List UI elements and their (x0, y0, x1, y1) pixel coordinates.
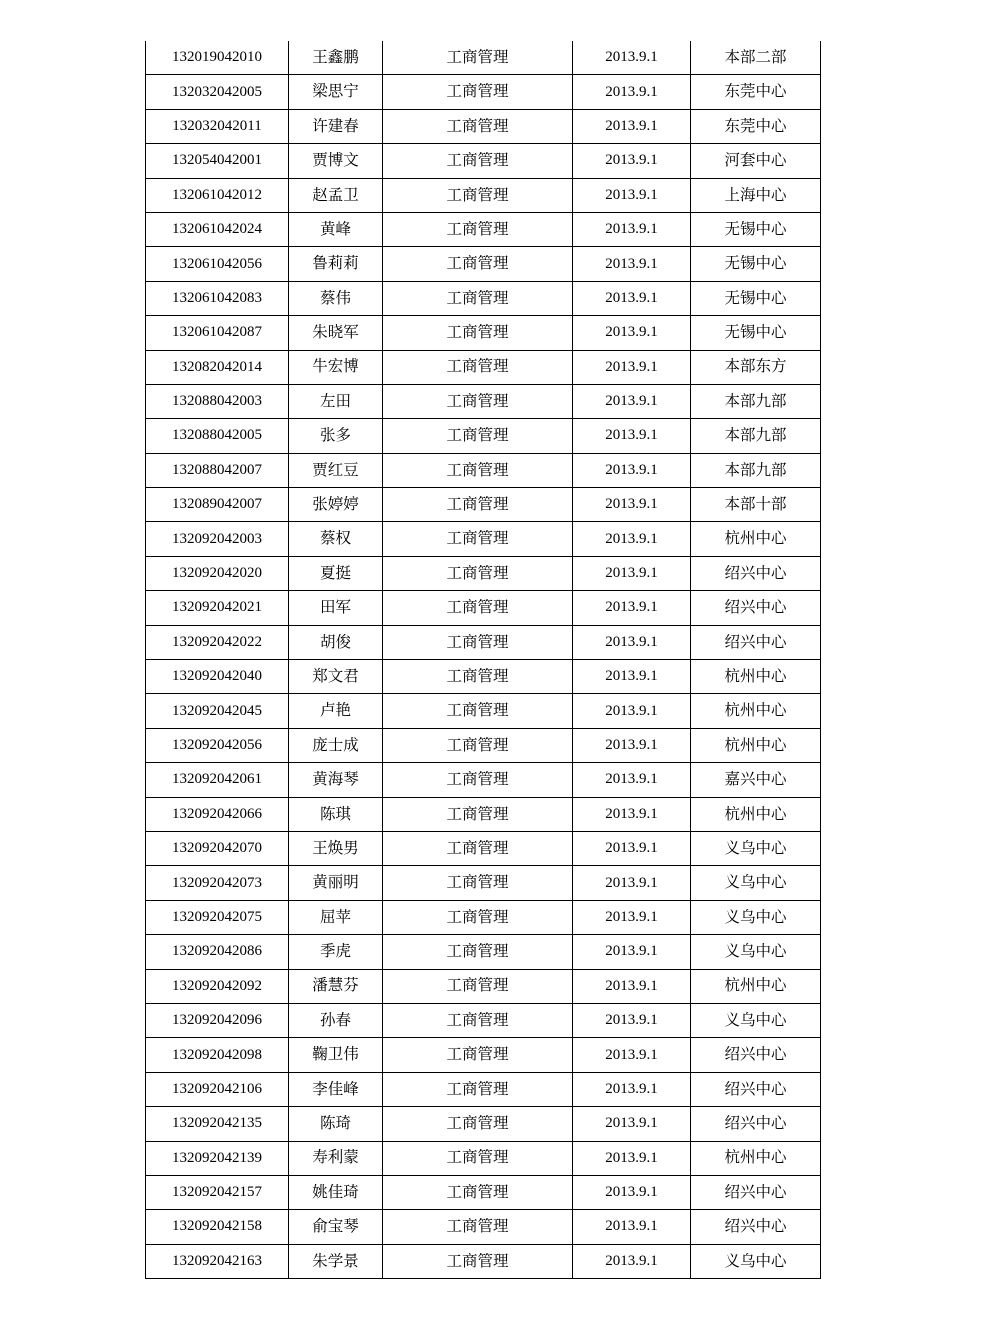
enroll-date-cell: 2013.9.1 (573, 384, 691, 418)
student-name-cell: 李佳峰 (289, 1072, 383, 1106)
study-center-cell: 杭州中心 (691, 1141, 821, 1175)
major-cell: 工商管理 (383, 1072, 573, 1106)
major-cell: 工商管理 (383, 797, 573, 831)
major-cell: 工商管理 (383, 728, 573, 762)
major-cell: 工商管理 (383, 144, 573, 178)
table-row (146, 75, 821, 109)
table-row (146, 660, 821, 694)
study-center-cell: 绍兴中心 (691, 556, 821, 590)
study-center-cell: 无锡中心 (691, 316, 821, 350)
enroll-date-cell: 2013.9.1 (573, 1038, 691, 1072)
student-name-cell: 张多 (289, 419, 383, 453)
enroll-date-cell: 2013.9.1 (573, 419, 691, 453)
student-id-cell: 132092042075 (146, 900, 289, 934)
enroll-date-cell: 2013.9.1 (573, 350, 691, 384)
major-cell: 工商管理 (383, 969, 573, 1003)
enroll-date-cell: 2013.9.1 (573, 556, 691, 590)
enroll-date-cell: 2013.9.1 (573, 1210, 691, 1244)
student-name-cell: 张婷婷 (289, 488, 383, 522)
student-id-cell: 132092042022 (146, 625, 289, 659)
study-center-cell: 绍兴中心 (691, 1210, 821, 1244)
enroll-date-cell: 2013.9.1 (573, 969, 691, 1003)
study-center-cell: 杭州中心 (691, 660, 821, 694)
study-center-cell: 义乌中心 (691, 935, 821, 969)
major-cell: 工商管理 (383, 935, 573, 969)
study-center-cell: 本部二部 (691, 41, 821, 75)
table-row (146, 935, 821, 969)
study-center-cell: 无锡中心 (691, 212, 821, 246)
student-name-cell: 庞士成 (289, 728, 383, 762)
student-id-cell: 132061042024 (146, 212, 289, 246)
major-cell: 工商管理 (383, 1210, 573, 1244)
major-cell: 工商管理 (383, 453, 573, 487)
major-cell: 工商管理 (383, 556, 573, 590)
student-id-cell: 132092042158 (146, 1210, 289, 1244)
enroll-date-cell: 2013.9.1 (573, 1072, 691, 1106)
study-center-cell: 义乌中心 (691, 900, 821, 934)
student-name-cell: 俞宝琴 (289, 1210, 383, 1244)
enroll-date-cell: 2013.9.1 (573, 900, 691, 934)
table-row (146, 1175, 821, 1209)
student-name-cell: 许建春 (289, 109, 383, 143)
table-row (146, 1038, 821, 1072)
student-id-cell: 132092042157 (146, 1175, 289, 1209)
major-cell: 工商管理 (383, 1175, 573, 1209)
student-id-cell: 132092042086 (146, 935, 289, 969)
student-id-cell: 132054042001 (146, 144, 289, 178)
study-center-cell: 本部九部 (691, 419, 821, 453)
study-center-cell: 河套中心 (691, 144, 821, 178)
table-row (146, 1210, 821, 1244)
enroll-date-cell: 2013.9.1 (573, 281, 691, 315)
student-id-cell: 132088042007 (146, 453, 289, 487)
student-table-body (146, 41, 821, 1279)
student-id-cell: 132089042007 (146, 488, 289, 522)
student-name-cell: 郑文君 (289, 660, 383, 694)
student-name-cell: 胡俊 (289, 625, 383, 659)
enroll-date-cell: 2013.9.1 (573, 212, 691, 246)
major-cell: 工商管理 (383, 212, 573, 246)
study-center-cell: 绍兴中心 (691, 1038, 821, 1072)
table-row (146, 625, 821, 659)
student-id-cell: 132092042061 (146, 763, 289, 797)
table-row (146, 1107, 821, 1141)
enroll-date-cell: 2013.9.1 (573, 453, 691, 487)
table-row (146, 797, 821, 831)
study-center-cell: 绍兴中心 (691, 625, 821, 659)
study-center-cell: 杭州中心 (691, 969, 821, 1003)
major-cell: 工商管理 (383, 384, 573, 418)
table-row (146, 556, 821, 590)
major-cell: 工商管理 (383, 660, 573, 694)
enroll-date-cell: 2013.9.1 (573, 660, 691, 694)
student-id-cell: 132092042020 (146, 556, 289, 590)
study-center-cell: 无锡中心 (691, 281, 821, 315)
table-row (146, 384, 821, 418)
study-center-cell: 杭州中心 (691, 694, 821, 728)
enroll-date-cell: 2013.9.1 (573, 1141, 691, 1175)
table-row (146, 1003, 821, 1037)
student-name-cell: 田军 (289, 591, 383, 625)
study-center-cell: 义乌中心 (691, 1244, 821, 1278)
major-cell: 工商管理 (383, 866, 573, 900)
student-name-cell: 贾博文 (289, 144, 383, 178)
student-name-cell: 蔡伟 (289, 281, 383, 315)
enroll-date-cell: 2013.9.1 (573, 763, 691, 797)
study-center-cell: 嘉兴中心 (691, 763, 821, 797)
enroll-date-cell: 2013.9.1 (573, 75, 691, 109)
major-cell: 工商管理 (383, 488, 573, 522)
study-center-cell: 东莞中心 (691, 109, 821, 143)
study-center-cell: 义乌中心 (691, 1003, 821, 1037)
student-id-cell: 132092042045 (146, 694, 289, 728)
student-id-cell: 132092042135 (146, 1107, 289, 1141)
enroll-date-cell: 2013.9.1 (573, 1244, 691, 1278)
table-row (146, 900, 821, 934)
study-center-cell: 杭州中心 (691, 728, 821, 762)
student-name-cell: 卢艳 (289, 694, 383, 728)
study-center-cell: 义乌中心 (691, 831, 821, 865)
table-row (146, 831, 821, 865)
student-id-cell: 132092042098 (146, 1038, 289, 1072)
student-name-cell: 左田 (289, 384, 383, 418)
table-row (146, 763, 821, 797)
student-name-cell: 孙春 (289, 1003, 383, 1037)
table-row (146, 247, 821, 281)
student-id-cell: 132088042003 (146, 384, 289, 418)
major-cell: 工商管理 (383, 350, 573, 384)
enroll-date-cell: 2013.9.1 (573, 316, 691, 350)
student-id-cell: 132092042070 (146, 831, 289, 865)
table-row (146, 1141, 821, 1175)
student-name-cell: 鞠卫伟 (289, 1038, 383, 1072)
student-id-cell: 132092042073 (146, 866, 289, 900)
student-name-cell: 潘慧芬 (289, 969, 383, 1003)
table-row (146, 281, 821, 315)
student-id-cell: 132092042021 (146, 591, 289, 625)
table-row (146, 1244, 821, 1278)
student-name-cell: 鲁莉莉 (289, 247, 383, 281)
table-row (146, 350, 821, 384)
table-row (146, 1072, 821, 1106)
student-name-cell: 屈苹 (289, 900, 383, 934)
major-cell: 工商管理 (383, 178, 573, 212)
table-row (146, 178, 821, 212)
student-name-cell: 贾红豆 (289, 453, 383, 487)
student-table (145, 41, 821, 1279)
major-cell: 工商管理 (383, 281, 573, 315)
major-cell: 工商管理 (383, 1244, 573, 1278)
table-row (146, 419, 821, 453)
table-row (146, 41, 821, 75)
table-row (146, 212, 821, 246)
enroll-date-cell: 2013.9.1 (573, 247, 691, 281)
enroll-date-cell: 2013.9.1 (573, 1175, 691, 1209)
student-id-cell: 132082042014 (146, 350, 289, 384)
enroll-date-cell: 2013.9.1 (573, 41, 691, 75)
study-center-cell: 义乌中心 (691, 866, 821, 900)
study-center-cell: 杭州中心 (691, 797, 821, 831)
major-cell: 工商管理 (383, 694, 573, 728)
table-row (146, 109, 821, 143)
student-name-cell: 朱学景 (289, 1244, 383, 1278)
student-id-cell: 132032042005 (146, 75, 289, 109)
student-id-cell: 132032042011 (146, 109, 289, 143)
enroll-date-cell: 2013.9.1 (573, 522, 691, 556)
enroll-date-cell: 2013.9.1 (573, 1107, 691, 1141)
student-name-cell: 赵孟卫 (289, 178, 383, 212)
major-cell: 工商管理 (383, 625, 573, 659)
study-center-cell: 本部九部 (691, 384, 821, 418)
student-id-cell: 132092042092 (146, 969, 289, 1003)
table-row (146, 453, 821, 487)
student-name-cell: 黄海琴 (289, 763, 383, 797)
student-name-cell: 王焕男 (289, 831, 383, 865)
student-name-cell: 陈琦 (289, 1107, 383, 1141)
student-name-cell: 寿利蒙 (289, 1141, 383, 1175)
major-cell: 工商管理 (383, 900, 573, 934)
enroll-date-cell: 2013.9.1 (573, 591, 691, 625)
enroll-date-cell: 2013.9.1 (573, 866, 691, 900)
major-cell: 工商管理 (383, 763, 573, 797)
major-cell: 工商管理 (383, 109, 573, 143)
enroll-date-cell: 2013.9.1 (573, 694, 691, 728)
enroll-date-cell: 2013.9.1 (573, 178, 691, 212)
enroll-date-cell: 2013.9.1 (573, 1003, 691, 1037)
enroll-date-cell: 2013.9.1 (573, 109, 691, 143)
student-id-cell: 132019042010 (146, 41, 289, 75)
table-row (146, 488, 821, 522)
student-name-cell: 黄峰 (289, 212, 383, 246)
table-row (146, 728, 821, 762)
enroll-date-cell: 2013.9.1 (573, 935, 691, 969)
enroll-date-cell: 2013.9.1 (573, 831, 691, 865)
major-cell: 工商管理 (383, 1038, 573, 1072)
study-center-cell: 本部十部 (691, 488, 821, 522)
major-cell: 工商管理 (383, 1141, 573, 1175)
table-row (146, 866, 821, 900)
student-id-cell: 132092042106 (146, 1072, 289, 1106)
student-name-cell: 朱晓军 (289, 316, 383, 350)
student-name-cell: 姚佳琦 (289, 1175, 383, 1209)
student-name-cell: 黄丽明 (289, 866, 383, 900)
study-center-cell: 上海中心 (691, 178, 821, 212)
student-name-cell: 夏挺 (289, 556, 383, 590)
student-name-cell: 季虎 (289, 935, 383, 969)
table-row (146, 591, 821, 625)
student-id-cell: 132061042012 (146, 178, 289, 212)
major-cell: 工商管理 (383, 522, 573, 556)
study-center-cell: 杭州中心 (691, 522, 821, 556)
table-row (146, 522, 821, 556)
student-id-cell: 132092042139 (146, 1141, 289, 1175)
major-cell: 工商管理 (383, 591, 573, 625)
enroll-date-cell: 2013.9.1 (573, 144, 691, 178)
study-center-cell: 绍兴中心 (691, 1072, 821, 1106)
student-id-cell: 132092042056 (146, 728, 289, 762)
student-id-cell: 132092042096 (146, 1003, 289, 1037)
student-name-cell: 陈琪 (289, 797, 383, 831)
major-cell: 工商管理 (383, 41, 573, 75)
enroll-date-cell: 2013.9.1 (573, 797, 691, 831)
major-cell: 工商管理 (383, 1107, 573, 1141)
enroll-date-cell: 2013.9.1 (573, 728, 691, 762)
study-center-cell: 绍兴中心 (691, 591, 821, 625)
study-center-cell: 绍兴中心 (691, 1175, 821, 1209)
student-id-cell: 132088042005 (146, 419, 289, 453)
major-cell: 工商管理 (383, 419, 573, 453)
student-name-cell: 牛宏博 (289, 350, 383, 384)
student-id-cell: 132061042087 (146, 316, 289, 350)
student-id-cell: 132092042040 (146, 660, 289, 694)
study-center-cell: 本部九部 (691, 453, 821, 487)
student-name-cell: 蔡权 (289, 522, 383, 556)
student-id-cell: 132092042003 (146, 522, 289, 556)
student-id-cell: 132061042083 (146, 281, 289, 315)
table-row (146, 969, 821, 1003)
student-name-cell: 王鑫鹏 (289, 41, 383, 75)
table-row (146, 144, 821, 178)
student-id-cell: 132061042056 (146, 247, 289, 281)
study-center-cell: 东莞中心 (691, 75, 821, 109)
enroll-date-cell: 2013.9.1 (573, 488, 691, 522)
study-center-cell: 无锡中心 (691, 247, 821, 281)
major-cell: 工商管理 (383, 1003, 573, 1037)
student-id-cell: 132092042066 (146, 797, 289, 831)
study-center-cell: 绍兴中心 (691, 1107, 821, 1141)
major-cell: 工商管理 (383, 75, 573, 109)
major-cell: 工商管理 (383, 247, 573, 281)
student-name-cell: 梁思宁 (289, 75, 383, 109)
study-center-cell: 本部东方 (691, 350, 821, 384)
major-cell: 工商管理 (383, 316, 573, 350)
major-cell: 工商管理 (383, 831, 573, 865)
enroll-date-cell: 2013.9.1 (573, 625, 691, 659)
table-row (146, 316, 821, 350)
student-id-cell: 132092042163 (146, 1244, 289, 1278)
table-row (146, 694, 821, 728)
